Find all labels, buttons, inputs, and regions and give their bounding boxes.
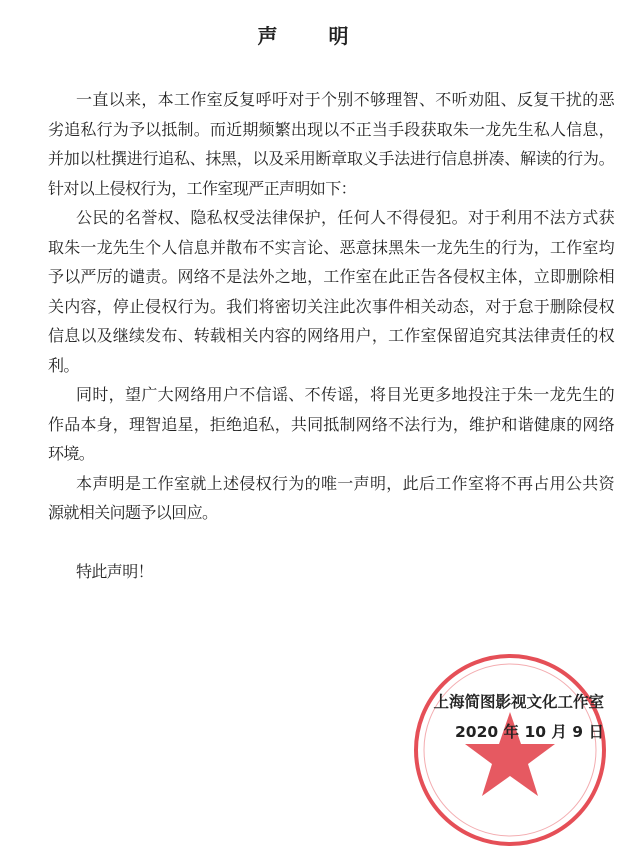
text-line: 本声明是工作室就上述侵权行为的唯一声明，此后工作室将不再占用公共资: [76, 473, 614, 493]
text-line: 利。: [48, 355, 79, 375]
paragraph-2: [48, 203, 614, 380]
document-title: 声 明: [257, 24, 371, 48]
blank-line: [48, 528, 614, 558]
text-line: 取朱一龙先生个人信息并散布不实言论、恶意抹黑朱一龙先生的行为，工作室均: [48, 237, 614, 257]
closing-text: 特此声明！: [76, 562, 154, 581]
paragraph-3: [48, 380, 614, 469]
text-line: 信息以及继续发布、转载相关内容的网络用户，工作室保留追究其法律责任的权: [48, 326, 614, 345]
text-line: 予以严厉的谴责。网络不是法外之地，工作室在此正告各侵权主体，立即删除相: [48, 267, 614, 286]
text-line: 同时，望广大网络用户不信谣、不传谣，将目光更多地投注于朱一龙先生的: [76, 385, 614, 404]
statement-content: [48, 85, 614, 747]
text-line: 公民的名誉权、隐私权受法律保护，任何人不得侵犯。对于利用不法方式获: [76, 208, 614, 227]
signature-date: 2020 年 10 月 9 日: [455, 722, 604, 741]
text-line: 一直以来，本工作室反复呼吁对于个别不够理智、不听劝阻、反复干扰的恶: [76, 90, 614, 109]
text-line: 作品本身，理智追星，拒绝追私，共同抵制网络不法行为，维护和谐健康的网络: [48, 414, 614, 434]
text-line: 并加以杜撰进行追私、抹黑，以及采用断章取义手法进行信息拼凑、解读的行为。: [48, 149, 614, 168]
text-line: 劣追私行为予以抵制。而近期频繁出现以不正当手段获取朱一龙先生私人信息，: [48, 119, 614, 139]
text-line: 针对以上侵权行为，工作室现严正声明如下：: [48, 178, 357, 198]
text-line: 源就相关问题予以回应。: [48, 503, 218, 522]
signature-block: [48, 687, 614, 747]
text-line: 关内容，停止侵权行为。我们将密切关注此次事件相关动态，对于怠于删除侵权: [48, 296, 614, 316]
text-line: 环境。: [48, 444, 95, 463]
signature-company: 上海简图影视文化工作室: [433, 692, 604, 711]
paragraph-4: [48, 469, 614, 528]
paragraph-1: [48, 85, 614, 203]
